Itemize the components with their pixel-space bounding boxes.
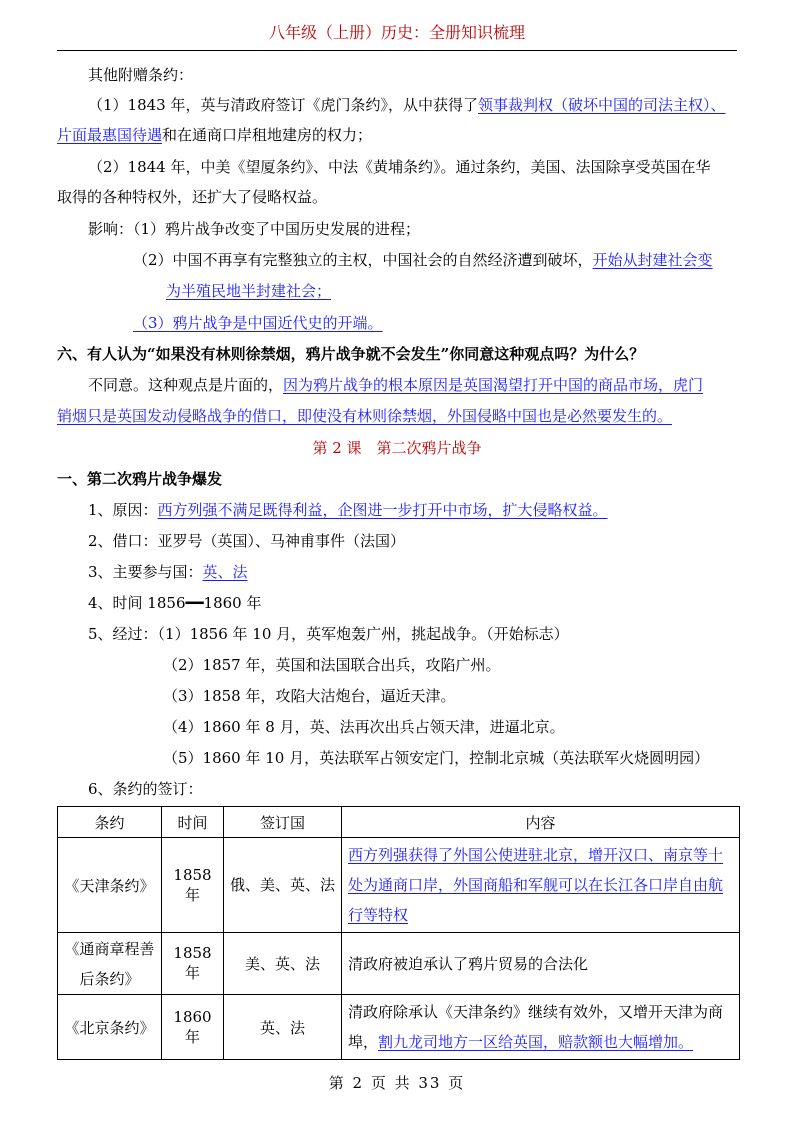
column-header: 时间	[162, 807, 224, 838]
paragraph-influence-3: （3）鸦片战争是中国近代史的开端。	[133, 314, 383, 332]
table-row	[58, 933, 740, 995]
text: 不同意。这种观点是片面的，	[88, 376, 284, 394]
treaty-name: 《天津条约》	[58, 838, 162, 933]
page-footer: 第 2 页 共 33 页	[328, 1074, 466, 1092]
text: 清政府除承认《天津条约》继续有效外，又增开天津为商埠，	[348, 1003, 724, 1051]
highlight-text: 因为鸦片战争的根本原因是英国渴望打开中国的商品市场，虎门	[283, 376, 704, 394]
text: 3、主要参与国：	[88, 563, 203, 581]
item-participants	[88, 557, 248, 587]
item-process-2: （2）1857 年，英国和法国联合出兵，攻陷广州。	[163, 656, 501, 674]
column-header: 签订国	[224, 807, 342, 838]
highlight-text: 开始从封建社会变	[592, 251, 713, 269]
section-heading: 一、第二次鸦片战争爆发	[57, 470, 223, 488]
paragraph-other-treaties: 其他附赠条约：	[88, 66, 194, 84]
treaty-countries: 英、法	[224, 995, 342, 1060]
lesson-title: 第 2 课 第二次鸦片战争	[312, 439, 482, 457]
answer-6-cont: 销烟只是英国发动侵略战争的借口，即使没有林则徐禁烟，外国侵略中国也是必然要发生的。	[57, 407, 673, 425]
treaty-countries: 俄、美、英、法	[224, 838, 342, 933]
page-header: 八年级（上册）历史：全册知识梳理	[57, 18, 737, 51]
column-header: 条约	[58, 807, 162, 838]
answer-6	[88, 370, 703, 400]
question-6: 六、有人认为“如果没有林则徐禁烟，鸦片战争就不会发生”你同意这种观点吗？为什么？	[57, 345, 645, 363]
treaty-content: 清政府被迫承认了鸦片贸易的合法化	[342, 933, 740, 995]
table-row	[58, 838, 740, 933]
treaty-content	[342, 995, 740, 1060]
treaty-time: 1858 年	[162, 838, 224, 933]
paragraph-influence-2-cont: 为半殖民地半封建社会；	[166, 282, 332, 300]
text: 和在通商口岸租地建房的权力；	[162, 126, 373, 144]
item-process-3: （3）1858 年，攻陷大沽炮台，逼近天津。	[163, 687, 456, 705]
paragraph-influence-2	[133, 245, 713, 275]
paragraph-wangxia-cont: 取得的各种特权外，还扩大了侵略权益。	[57, 188, 328, 206]
table-row	[58, 995, 740, 1060]
highlight-text: 片面最惠国待遇	[57, 126, 163, 144]
item-process-4: （4）1860 年 8 月，英、法再次出兵占领天津，进逼北京。	[163, 718, 565, 736]
item-cause	[88, 495, 608, 525]
highlight-text: 割九龙司地方一区给英国，赔款额也大幅增加。	[378, 1033, 694, 1051]
paragraph-influence-1: 影响：（1）鸦片战争改变了中国历史发展的进程；	[88, 220, 421, 238]
text: 1、原因：	[88, 501, 158, 519]
treaty-time: 1858 年	[162, 933, 224, 995]
treaty-name: 《北京条约》	[58, 995, 162, 1060]
highlight-text: 西方列强不满足既得利益，企图进一步打开中市场，扩大侵略权益。	[157, 501, 608, 519]
treaty-countries: 美、英、法	[224, 933, 342, 995]
item-process-5: （5）1860 年 10 月，英法联军占领安定门，控制北京城（英法联军火烧圆明园）	[163, 749, 710, 767]
text: （2）中国不再享有完整独立的主权，中国社会的自然经济遭到破坏，	[133, 251, 593, 269]
paragraph-humen-treaty	[88, 90, 726, 120]
treaty-content: 西方列强获得了外国公使进驻北京，增开汉口、南京等十处为通商口岸，外国商船和军舰可以在长江各口岸自由航行等特权	[342, 838, 740, 933]
paragraph-humen-treaty-cont	[57, 120, 372, 150]
table-header-row	[58, 807, 740, 838]
treaty-name: 《通商章程善后条约》	[58, 933, 162, 995]
item-treaties: 6、条约的签订：	[88, 780, 203, 798]
column-header: 内容	[342, 807, 740, 838]
highlight-text: 领事裁判权（破坏中国的司法主权）、	[478, 96, 726, 114]
highlight-text: 英、法	[202, 563, 248, 581]
item-process: 5、经过：（1）1856 年 10 月，英军炮轰广州，挑起战争。（开始标志）	[88, 625, 569, 643]
item-pretext: 2、借口：亚罗号（英国）、马神甫事件（法国）	[88, 532, 406, 550]
item-time: 4、时间 1856━━1860 年	[88, 594, 262, 612]
treaty-table	[57, 806, 740, 1060]
treaty-time: 1860 年	[162, 995, 224, 1060]
paragraph-wangxia-treaty: （2）1844 年，中美《望厦条约》、中法《黄埔条约》。通过条约，美国、法国除享受英国在华	[88, 158, 711, 176]
text: （1）1843 年，英与清政府签订《虎门条约》，从中获得了	[88, 96, 478, 114]
